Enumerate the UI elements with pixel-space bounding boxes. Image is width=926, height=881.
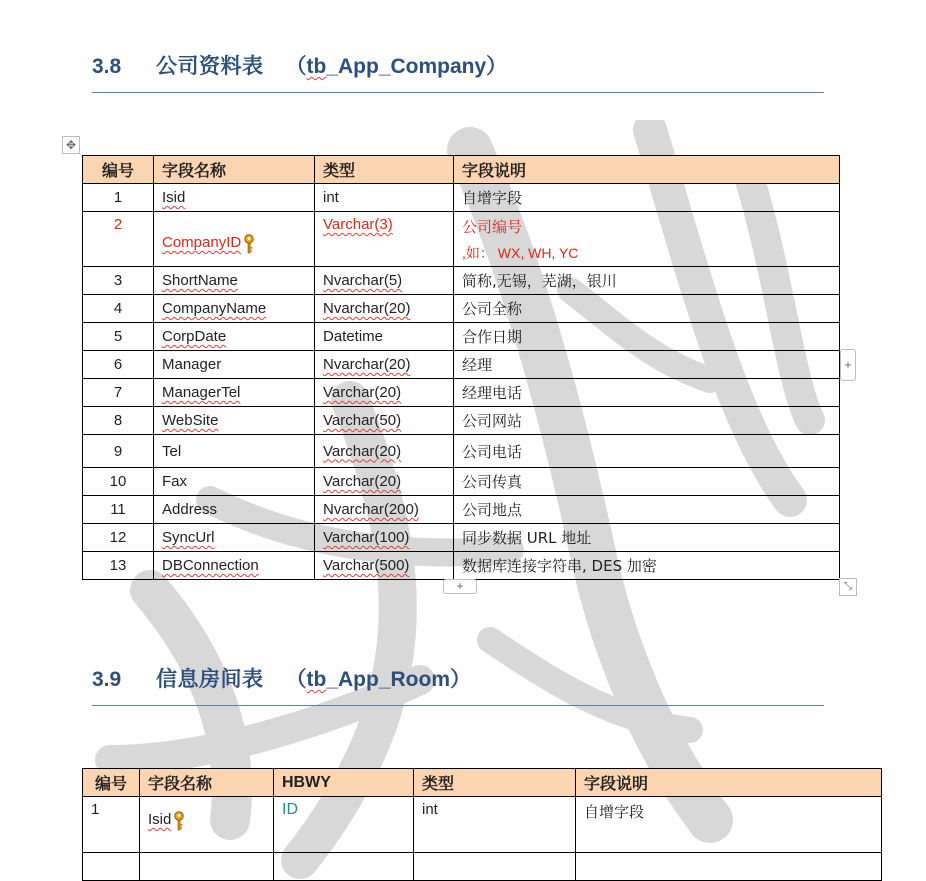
cell-no: 7 xyxy=(83,379,154,407)
cell-no: 2 xyxy=(83,212,154,267)
table-row xyxy=(83,853,882,881)
add-row-button[interactable]: + xyxy=(443,579,477,594)
table-row xyxy=(83,379,840,407)
cell-field-name: Isid xyxy=(154,184,315,212)
cell-description: 合作日期 xyxy=(454,323,840,351)
move-icon: ✥ xyxy=(65,138,77,152)
section-number: 3.8 xyxy=(92,55,122,78)
cell-no: 8 xyxy=(83,407,154,435)
table-row xyxy=(83,184,840,212)
cell-type: Varchar(20) xyxy=(315,468,454,496)
cell-description xyxy=(576,853,882,881)
cell-description: 公司地点 xyxy=(454,496,840,524)
cell-no: 12 xyxy=(83,524,154,552)
cell-type: int xyxy=(414,797,576,853)
cell-field-name: Manager xyxy=(154,351,315,379)
cell-description: 公司传真 xyxy=(454,468,840,496)
cell-no: 1 xyxy=(83,184,154,212)
header-no: 编号 xyxy=(83,769,140,797)
cell-field-name: Tel xyxy=(154,435,315,468)
key-icon xyxy=(243,234,255,254)
cell-type: Varchar(20) xyxy=(315,379,454,407)
section-number: 3.9 xyxy=(92,668,122,691)
cell-hbwy: ID xyxy=(274,797,414,853)
cell-type xyxy=(414,853,576,881)
cell-field-name: Fax xyxy=(154,468,315,496)
cell-field-name: ShortName xyxy=(154,267,315,295)
room-table xyxy=(82,768,882,881)
table-row xyxy=(83,407,840,435)
table-row xyxy=(83,323,840,351)
cell-field-name: CompanyID xyxy=(154,212,315,267)
table-row xyxy=(83,295,840,323)
header-field-name: 字段名称 xyxy=(140,769,274,797)
cell-description: 公司编号 ,如： WX, WH, YC xyxy=(454,212,840,267)
table-row xyxy=(83,351,840,379)
cell-no: 3 xyxy=(83,267,154,295)
header-no: 编号 xyxy=(83,156,154,184)
section-code: （tb_App_Room） xyxy=(285,668,472,691)
cell-description: 公司电话 xyxy=(454,435,840,468)
table-move-handle[interactable] xyxy=(62,136,80,154)
header-type: 类型 xyxy=(414,769,576,797)
cell-no: 13 xyxy=(83,552,154,580)
section-heading-3-9 xyxy=(92,663,471,693)
cell-description: 公司全称 xyxy=(454,295,840,323)
cell-field-name: CorpDate xyxy=(154,323,315,351)
cell-field-name: SyncUrl xyxy=(154,524,315,552)
company-table xyxy=(82,155,840,580)
cell-field-name: CompanyName xyxy=(154,295,315,323)
table-header-row xyxy=(83,769,882,797)
cell-type: int xyxy=(315,184,454,212)
section-heading-3-8 xyxy=(92,50,507,80)
cell-no: 6 xyxy=(83,351,154,379)
heading-rule xyxy=(92,705,824,706)
table-resize-handle[interactable] xyxy=(839,578,857,596)
table-row xyxy=(83,212,840,267)
cell-type: Varchar(3) xyxy=(315,212,454,267)
cell-field-name: WebSite xyxy=(154,407,315,435)
cell-description: 自增字段 xyxy=(454,184,840,212)
cell-no: 11 xyxy=(83,496,154,524)
table-row xyxy=(83,797,882,853)
cell-field-name xyxy=(140,853,274,881)
cell-field-name: DBConnection xyxy=(154,552,315,580)
table-row xyxy=(83,524,840,552)
cell-no: 5 xyxy=(83,323,154,351)
key-icon xyxy=(173,811,185,831)
resize-icon: ⤡ xyxy=(844,581,852,592)
table-row xyxy=(83,552,840,580)
cell-type: Varchar(500) xyxy=(315,552,454,580)
cell-no: 4 xyxy=(83,295,154,323)
cell-no: 10 xyxy=(83,468,154,496)
cell-hbwy xyxy=(274,853,414,881)
cell-description: 同步数据 URL 地址 xyxy=(454,524,840,552)
cell-type: Nvarchar(5) xyxy=(315,267,454,295)
cell-type: Varchar(50) xyxy=(315,407,454,435)
table-row xyxy=(83,496,840,524)
header-type: 类型 xyxy=(315,156,454,184)
cell-type: Varchar(100) xyxy=(315,524,454,552)
cell-field-name: Address xyxy=(154,496,315,524)
header-description: 字段说明 xyxy=(576,769,882,797)
header-field-name: 字段名称 xyxy=(154,156,315,184)
add-column-button[interactable]: + xyxy=(840,349,856,381)
header-hbwy: HBWY xyxy=(274,769,414,797)
cell-type: Varchar(20) xyxy=(315,435,454,468)
cell-description: 简称,无锡，芜湖，银川 xyxy=(454,267,840,295)
cell-no xyxy=(83,853,140,881)
table-row xyxy=(83,435,840,468)
header-description: 字段说明 xyxy=(454,156,840,184)
cell-type: Datetime xyxy=(315,323,454,351)
cell-description: 经理电话 xyxy=(454,379,840,407)
section-title: 信息房间表 xyxy=(156,668,264,691)
cell-field-name: Isid xyxy=(140,797,274,853)
cell-type: Nvarchar(20) xyxy=(315,351,454,379)
cell-description: 公司网站 xyxy=(454,407,840,435)
cell-no: 9 xyxy=(83,435,154,468)
table-row xyxy=(83,468,840,496)
table-header-row xyxy=(83,156,840,184)
cell-type: Nvarchar(20) xyxy=(315,295,454,323)
cell-description: 自增字段 xyxy=(576,797,882,853)
cell-field-name: ManagerTel xyxy=(154,379,315,407)
cell-description: 数据库连接字符串, DES 加密 xyxy=(454,552,840,580)
cell-no: 1 xyxy=(83,797,140,853)
cell-type: Nvarchar(200) xyxy=(315,496,454,524)
heading-rule xyxy=(92,92,824,93)
table-row xyxy=(83,267,840,295)
cell-description: 经理 xyxy=(454,351,840,379)
section-title: 公司资料表 xyxy=(156,55,264,78)
section-code: （tb_App_Company） xyxy=(285,55,508,78)
